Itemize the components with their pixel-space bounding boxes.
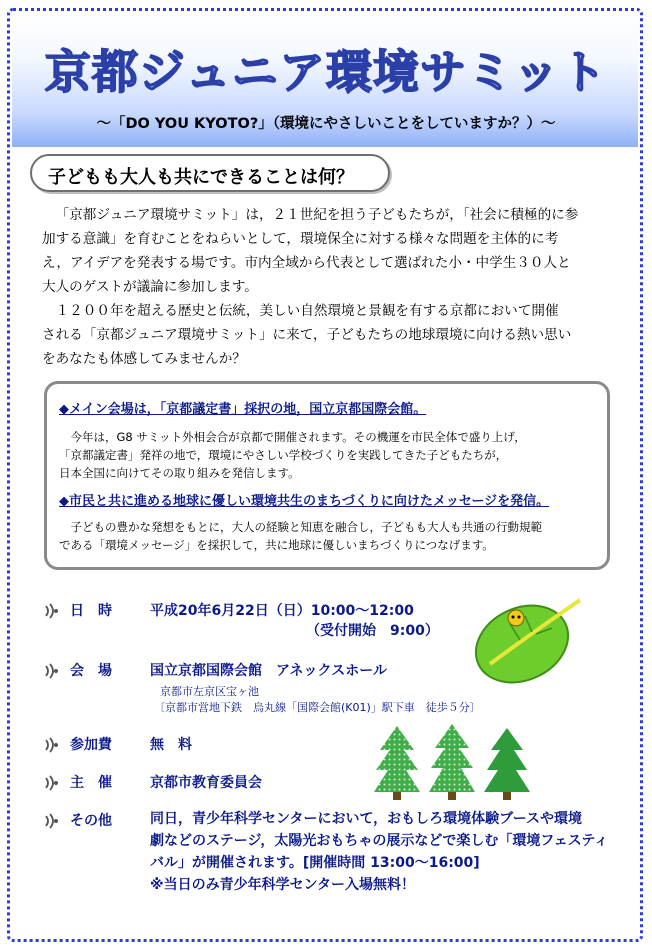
host-value: 京都市教育委員会 <box>150 775 262 791</box>
venue-address: 京都市左京区宝ヶ池 <box>160 685 259 698</box>
pine-trees-icon <box>372 722 532 802</box>
reception-time: （受付開始 9:00） <box>306 623 439 639</box>
venue-value: 国立京都国際会館 アネックスホール <box>150 663 388 679</box>
fee-value: 無 料 <box>150 737 192 753</box>
info-heading-main-venue: ◆メイン会場は，「京都議定書」採択の地，国立京都国際会館。 <box>59 402 427 417</box>
host-label: 主 催 <box>70 775 112 791</box>
question-text: 子どもも大人も共にできることは何？ <box>48 167 354 188</box>
intro-text <box>42 203 622 371</box>
other-text: 同日，青少年科学センターにおいて，おもしろ環境体験ブースや環境 劇などのステージ，太陽光おもちゃの展示などで楽しむ「環境フェスティ バル」が開催されます。[開催時間 13:00〜16:00] ※当日のみ青少年科学センター入場無料！ <box>150 811 609 893</box>
info-heading-message: ◆市民と共に進める地球に優しい環境共生のまちづくりに向けたメッセージを発信。 <box>59 494 550 509</box>
pine-tree-3 <box>484 728 530 800</box>
venue-label: 会 場 <box>70 663 112 679</box>
pine-tree-1 <box>374 726 420 800</box>
signal-wave-icon <box>44 662 64 680</box>
date-label: 日 時 <box>70 603 112 619</box>
question-banner <box>30 154 390 192</box>
other-label: その他 <box>70 813 112 829</box>
signal-wave-icon <box>44 602 64 620</box>
leaf-with-ladybug-icon <box>470 588 590 688</box>
intro-paragraph-2: １２００年を超える歴史と伝統，美しい自然環境と景観を有する京都において開催 される「京都ジュニア環境サミット」に来て，子どもたちの地球環境に向ける熱い思い をあなたも体感してみませんか？ <box>42 303 572 367</box>
page-subtitle: 〜「DO YOU KYOTO?」（環境にやさしいことをしていますか？）〜 <box>96 116 556 132</box>
signal-wave-icon <box>44 812 64 830</box>
signal-wave-icon <box>44 774 64 792</box>
info-body-main-venue: 今年は，G8 サミット外相会合が京都で開催されます。その機運を市民全体で盛り上げ， 「京都議定書」発祥の地で，環境にやさしい学校づくりを実践してきた子どもたちが， 日本全国に向けてその取り組みを発信します。 <box>59 430 526 480</box>
pine-tree-2 <box>429 724 475 800</box>
info-body-message: 子どもの豊かな発想をもとに，大人の経験と知恵を融合し，子どもも大人も共通の行動規範 である「環境メッセージ」を採択して，共に地球に優しいまちづくりにつなげます。 <box>59 520 542 552</box>
fee-label: 参加費 <box>70 737 112 753</box>
intro-paragraph-1: 「京都ジュニア環境サミット」は，２１世紀を担う子どもたちが，「社会に積極的に参 加する意識」を育むことをねらいとして，環境保全に対する様々な問題を主体的に考 え，アイデアを発表する場です。市内全域から代表として選ばれた小・中学生３０人と 大人のゲストが議論に参加します。 <box>42 207 579 295</box>
page-title: 京都ジュニア環境サミット <box>44 45 608 99</box>
date-value: 平成20年6月22日（日）10:00〜12:00 <box>150 603 414 619</box>
venue-access: 〔京都市営地下鉄 烏丸線「国際会館(K01)」駅下車 徒歩５分〕 <box>154 701 481 714</box>
signal-wave-icon <box>44 736 64 754</box>
info-box <box>44 381 610 570</box>
